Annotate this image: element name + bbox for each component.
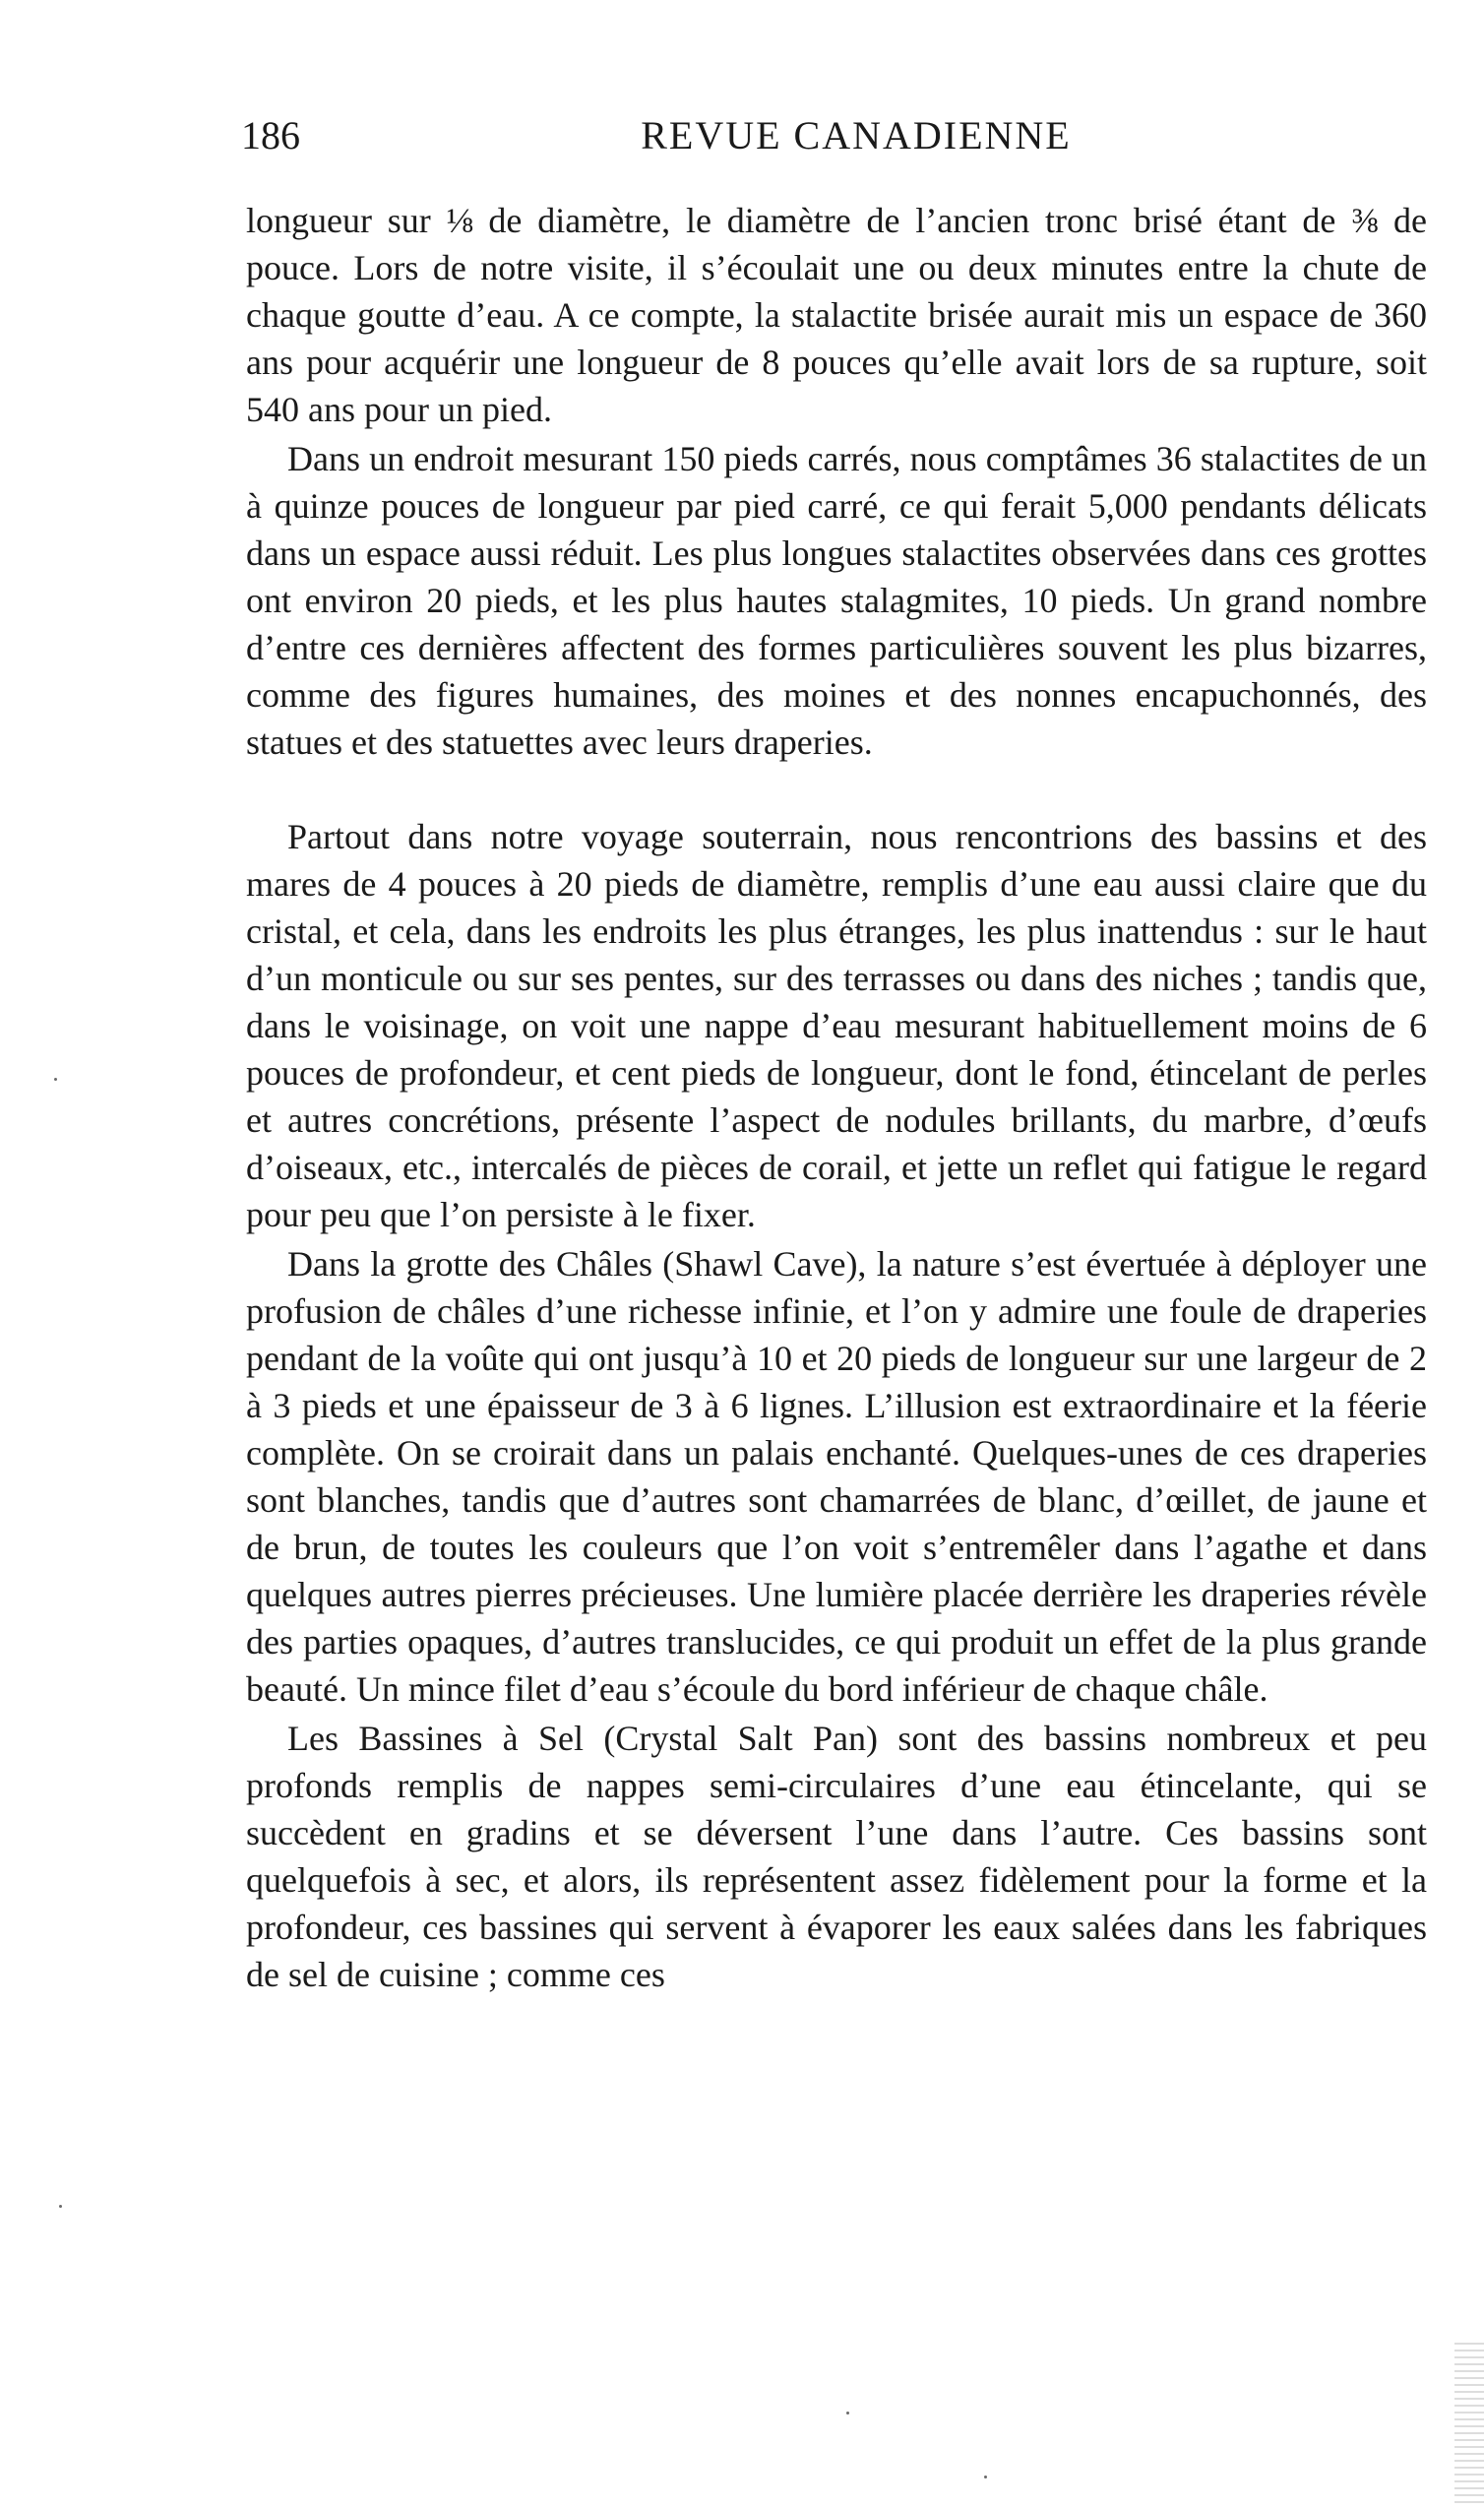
paragraph-salt-pan: Les Bassines à Sel (Crystal Salt Pan) sont des bassins nombreux et peu profonds remplis de nappes semi-circulaires d’une eau étincelante, qui se succèdent en gradins et se déversent l’une dans l’autre. Ces bassins sont quelquefois à sec, et alors, ils représentent assez fidèlement pour la forme et la profondeur, ces bassines qui servent à évaporer les eaux salées dans les fabriques de sel de cuisine ; comme ces xyxy=(246,1719,1427,1994)
paragraph-shawl-cave: Dans la grotte des Châles (Shawl Cave), la nature s’est évertuée à déployer une profusion de châles d’une richesse infinie, et l’on y admire une foule de draperies pendant de la voûte qui ont jusqu’à 10 et 20 pieds de longueur sur une largeur de 2 à 3 pieds et une épaisseur de 3 à 6 lignes. L’illusion est extraordinaire et la féerie complète. On se croirait dans un palais enchanté. Quelques-unes de ces draperies sont blanches, tandis que d’autres sont chamarrées de blanc, d’œillet, de jaune et de brun, de toutes les couleurs que l’on voit s’entremêler dans l’agathe et dans quelques autres pierres précieuses. Une lumière placée derrière les draperies révèle des parties opaques, d’autres translucides, ce qui produit un effet de la plus grande beauté. Un mince filet d’eau s’écoule du bord inférieur de chaque châle. xyxy=(246,1244,1427,1709)
paragraph-basins: Partout dans notre voyage souterrain, nous rencontrions des bassins et des mares de 4 pouces à 20 pieds de diamètre, remplis d’une eau aussi claire que du cristal, et cela, dans les endroits les plus étranges, les plus inattendus : sur le haut d’un monticule ou sur ses pentes, sur des terrasses ou dans des niches ; tandis que, dans le voisinage, on voit une nappe d’eau mesurant habituellement moins de 6 pouces de profondeur, et cent pieds de longueur, dont le fond, étincelant de perles et autres concrétions, présente l’aspect de nodules brillants, du marbre, d’œufs d’oiseaux, etc., intercalés de pièces de corail, et jette un reflet qui fatigue le regard pour peu que l’on persiste à le fixer. xyxy=(246,817,1427,1234)
scan-speck xyxy=(59,2205,62,2208)
paragraph-continued: longueur sur ⅛ de diamètre, le diamètre de l’ancien tronc brisé étant de ⅜ de pouce. Lors de notre visite, il s’écoulait une ou deux minutes entre la chute de chaque goutte d’eau. A ce compte, la stalactite brisée aurait mis un espace de 360 ans pour acquérir une longueur de 8 pouces qu’elle avait lors de sa rupture, soit 540 ans pour un pied. xyxy=(246,201,1427,429)
paragraph-stalactites: Dans un endroit mesurant 150 pieds carrés, nous comptâmes 36 stalactites de un à quinze pouces de longueur par pied carré, ce qui ferait 5,000 pendants délicats dans un espace aussi réduit. Les plus longues stalactites observées dans ces grottes ont environ 20 pieds, et les plus hautes stalagmites, 10 pieds. Un grand nombre d’entre ces dernières affectent des formes particulières souvent les plus bizarres, comme des figures humaines, des moines et des nonnes encapuchonnés, des statues et des statuettes avec leurs draperies. xyxy=(246,439,1427,762)
body-text xyxy=(246,197,1427,1998)
page-number: 186 xyxy=(241,113,300,157)
scan-speck xyxy=(984,2476,987,2478)
scan-speck xyxy=(54,1078,57,1081)
running-head xyxy=(241,106,1432,165)
scan-speck xyxy=(846,2412,849,2414)
journal-title: REVUE CANADIENNE xyxy=(641,113,1072,157)
scan-edge-noise xyxy=(1454,2343,1484,2508)
